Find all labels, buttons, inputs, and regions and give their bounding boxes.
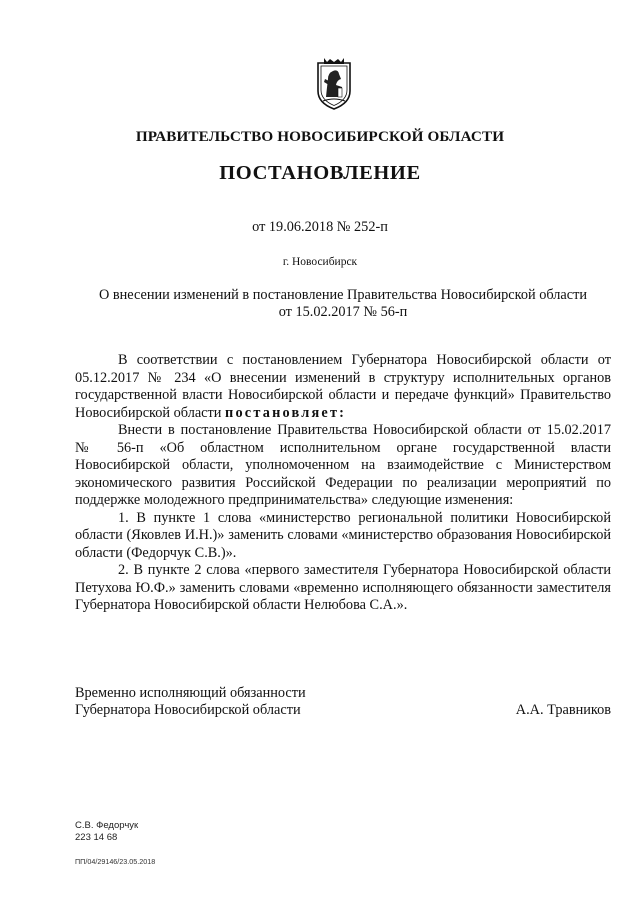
document-date-number: от 19.06.2018 № 252-п xyxy=(252,219,388,235)
document-type: ПОСТАНОВЛЕНИЕ xyxy=(219,162,421,184)
document-city: г. Новосибирск xyxy=(282,256,358,268)
signature-block xyxy=(75,685,611,719)
preamble-text: В соответствии с постановлением Губернатора Новосибирской области от 05.12.2017 № 234 «О внесении изменений в структуру исполнительных органов государственной власти Новосибирской области и передаче функций» Правительство Новосибирской области xyxy=(75,352,611,421)
paragraph-item-2: 2. В пункте 2 слова «первого заместителя Губернатора Новосибирской области Петухова Ю.Ф.» заменить словами «временно исполняющего обязанности заместителя Губернатора Новосибирской области Нелюбова С.А.». xyxy=(75,562,611,613)
document-registration-number: ПП/04/29146/23.05.2018 xyxy=(75,857,156,866)
title-line-1: О внесении изменений в постановление Правительства Новосибирской области xyxy=(98,287,588,303)
document-body xyxy=(75,352,611,615)
paragraph-preamble xyxy=(75,352,611,422)
signer-name: А.А. Травников xyxy=(515,702,611,718)
executor-info xyxy=(75,820,138,843)
title-line-2: от 15.02.2017 № 56-п xyxy=(278,303,408,320)
coat-of-arms-emblem xyxy=(314,57,354,111)
executor-name: С.В. Федорчук xyxy=(75,820,139,831)
document-title xyxy=(75,287,611,320)
resolves-word: постановляет: xyxy=(225,404,347,421)
paragraph-item-1: 1. В пункте 1 слова «министерство региональной политики Новосибирской области (Яковлев И.Н.)» заменить словами «министерство образования Новосибирской области (Федорчук С.В.)». xyxy=(75,509,611,561)
signer-position-line-1: Временно исполняющий обязанности xyxy=(75,685,306,701)
executor-phone: 223 14 68 xyxy=(75,831,118,843)
signer-position-line-2: Губернатора Новосибирской области xyxy=(75,702,301,718)
paragraph-amendment-intro: Внести в постановление Правительства Новосибирской области от 15.02.2017 № 56-п «Об областном исполнительном органе государственной власти Новосибирской области, уполномоченном на взаимодействие с Министерством экономического развития Российской Федерации по реализации мероприятий по поддержке молодежного предпринимательства» следующие изменения: xyxy=(75,422,611,508)
organization-name: ПРАВИТЕЛЬСТВО НОВОСИБИРСКОЙ ОБЛАСТИ xyxy=(135,128,505,145)
